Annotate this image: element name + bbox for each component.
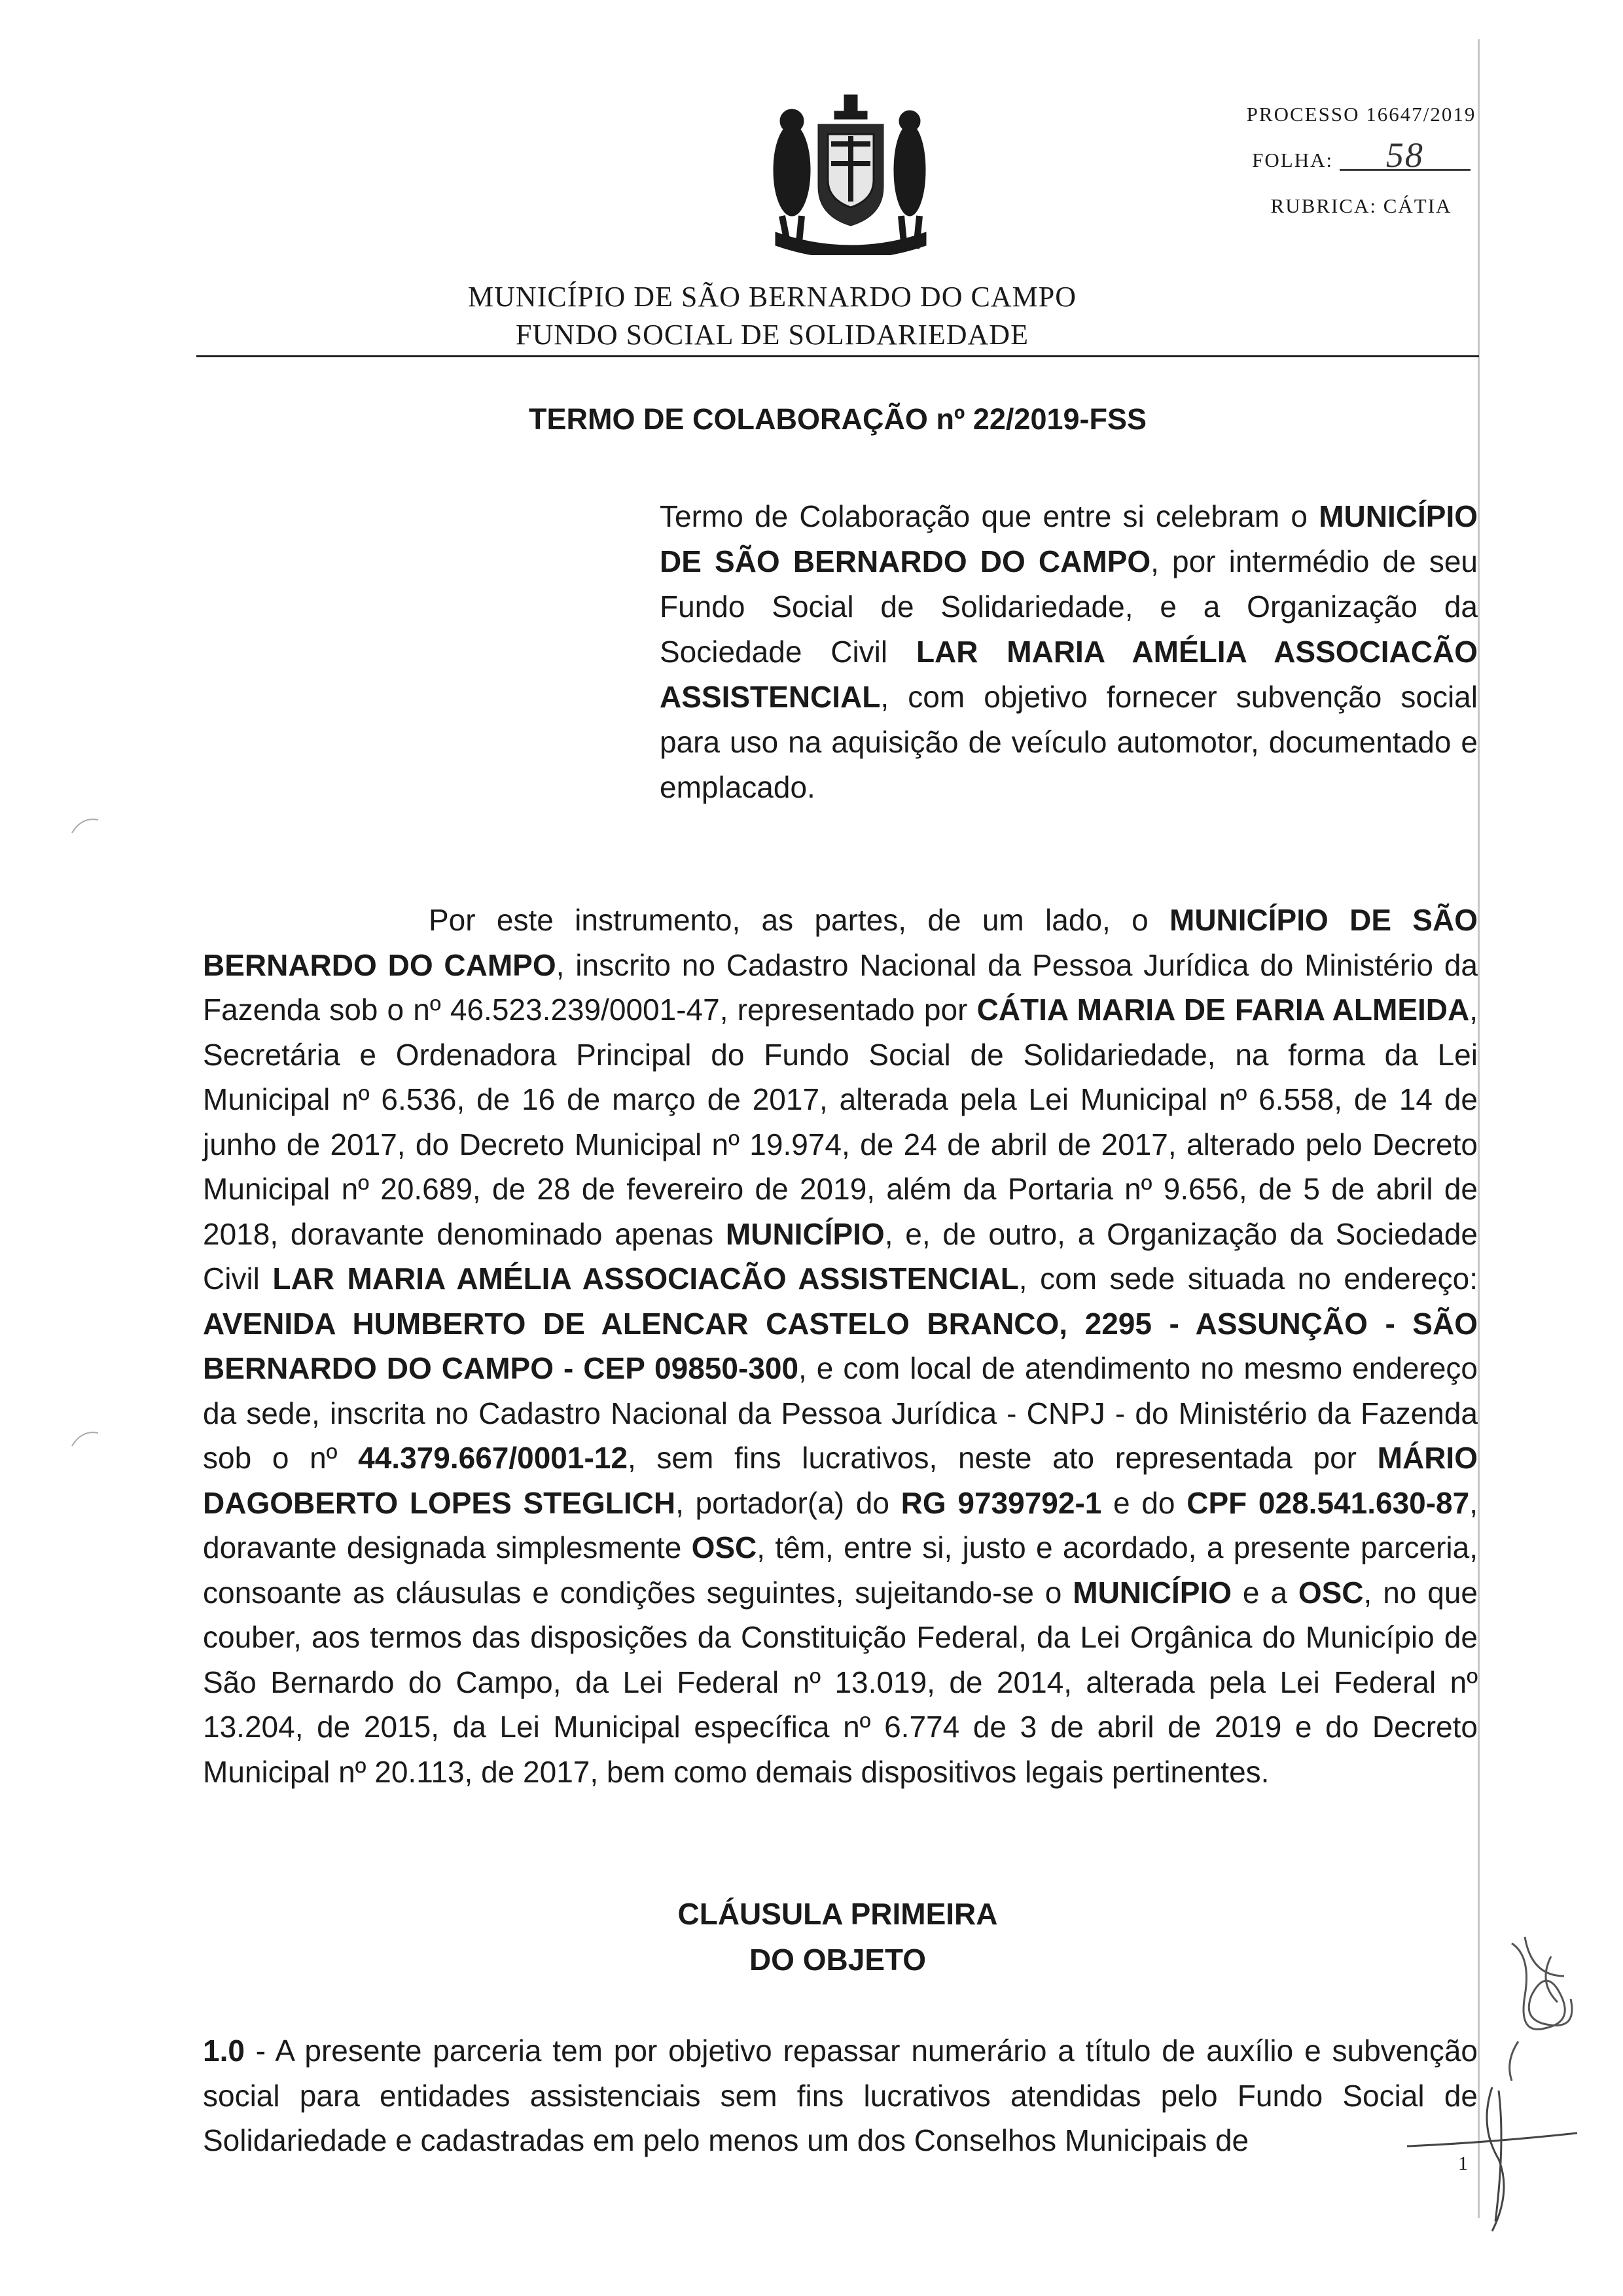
body-text: Por este instrumento, as partes, de um lado, o	[429, 903, 1170, 937]
margin-signature-mark	[1394, 2068, 1590, 2238]
preamble-text: Termo de Colaboração que entre si celebram o	[660, 499, 1319, 533]
body-text: e do	[1101, 1485, 1187, 1520]
body-text: , têm, entre si, justo e acordado, a presente parceria, consoante as cláusulas e condições seguintes, sujeitando-se o	[203, 1530, 1478, 1610]
body-bold: AVENIDA HUMBERTO DE ALENCAR CASTELO BRANCO, 2295 - ASSUNÇÃO - SÃO BERNARDO DO CAMPO - CEP 09850-300	[203, 1306, 1478, 1385]
body-bold: MUNICÍPIO	[1073, 1575, 1232, 1610]
body-bold: MUNICÍPIO	[725, 1216, 885, 1251]
clause-number-title: CLÁUSULA PRIMEIRA	[677, 1897, 998, 1931]
process-stamp	[1224, 92, 1499, 229]
body-text: e a	[1232, 1575, 1298, 1610]
folha-row	[1224, 137, 1499, 183]
body-text: , e, de outro, a Organização da Sociedade Civil	[203, 1216, 1478, 1296]
preamble-text: , com objetivo fornecer subvenção social para uso na aquisição de veículo automotor, documentado e emplacado.	[660, 680, 1478, 804]
clause-paragraph	[203, 2028, 1478, 2163]
body-text: , inscrito no Cadastro Nacional da Pessoa Jurídica do Ministério da Fazenda sob o nº 46.523.239/0001-47, representado por	[203, 947, 1478, 1027]
main-paragraph	[203, 898, 1478, 1794]
clause-text: - A presente parceria tem por objetivo repassar numerário a título de auxílio e subvenção social para entidades assistenciais sem fins lucrativos atendidas pelo Fundo Social de Solidariedade e cadastradas em pelo menos um dos Conselhos Municipais de	[203, 2034, 1478, 2157]
body-bold: OSC	[691, 1530, 757, 1564]
body-text: , e com local de atendimento no mesmo endereço da sede, inscrita no Cadastro Nacional da Pessoa Jurídica - CNPJ - do Ministério da Fazenda sob o nº	[203, 1351, 1478, 1475]
institution-header	[190, 278, 1355, 354]
body-bold: RG 9739792-1	[901, 1485, 1102, 1520]
page-number: 1	[1458, 2153, 1468, 2174]
header-divider	[196, 355, 1479, 357]
preamble-bold: MUNICÍPIO DE SÃO BERNARDO DO CAMPO	[660, 499, 1478, 578]
body-bold: OSC	[1298, 1575, 1364, 1610]
body-text: , portador(a) do	[675, 1485, 901, 1520]
body-text: , com sede situada no endereço:	[1018, 1262, 1478, 1296]
body-text: , doravante designada simplesmente	[203, 1485, 1478, 1564]
document-title: TERMO DE COLABORAÇÃO nº 22/2019-FSS	[528, 402, 1147, 436]
body-text: , sem fins lucrativos, neste ato representada por	[627, 1441, 1378, 1475]
body-bold: LAR MARIA AMÉLIA ASSOCIACÃO ASSISTENCIAL	[272, 1262, 1019, 1296]
folha-label: FOLHA:	[1252, 149, 1334, 171]
preamble-text: , por intermédio de seu Fundo Social de Solidariedade, e a Organização da Sociedade Civil	[660, 544, 1478, 669]
body-bold: 44.379.667/0001-12	[358, 1441, 628, 1475]
header-fund: FUNDO SOCIAL DE SOLIDARIEDADE	[516, 319, 1029, 351]
scan-mark	[65, 1423, 118, 1449]
clause-heading	[196, 1891, 1479, 1983]
body-text: , Secretária e Ordenadora Principal do Fundo Social de Solidariedade, na forma da Lei Municipal nº 6.536, de 16 de março de 2017, alterada pela Lei Municipal nº 6.558, de 14 de junho de 2017, do Decreto Municipal nº 19.974, de 24 de abril de 2017, alterado pelo Decreto Municipal nº 20.689, de 28 de fevereiro de 2019, além da Portaria nº 9.656, de 5 de abril de 2018, doravante denominado apenas	[203, 993, 1478, 1251]
body-bold: MUNICÍPIO DE SÃO BERNARDO DO CAMPO	[203, 903, 1478, 982]
clause-item-number: 1.0	[203, 2034, 245, 2068]
body-bold: CÁTIA MARIA DE FARIA ALMEIDA	[976, 993, 1470, 1027]
handwritten-signature	[1486, 1917, 1610, 2087]
preamble-bold: LAR MARIA AMÉLIA ASSOCIACÃO ASSISTENCIAL	[660, 635, 1478, 714]
clause-subject-title: DO OBJETO	[749, 1943, 927, 1977]
body-bold: CPF 028.541.630-87	[1186, 1485, 1470, 1520]
coat-of-arms-icon	[762, 92, 939, 255]
folha-value: 58	[1340, 141, 1471, 171]
body-bold: MÁRIO DAGOBERTO LOPES STEGLICH	[203, 1441, 1478, 1520]
preamble-paragraph	[660, 494, 1478, 810]
rubrica: RUBRICA: CÁTIA	[1270, 194, 1452, 217]
scan-mark	[65, 810, 118, 836]
header-municipality: MUNICÍPIO DE SÃO BERNARDO DO CAMPO	[468, 281, 1077, 313]
body-text: , no que couber, aos termos das disposições da Constituição Federal, da Lei Orgânica do Município de São Bernardo do Campo, da Lei Federal nº 13.019, de 2014, alterada pela Lei Federal nº 13.204, de 2015, da Lei Municipal específica nº 6.774 de 3 de abril de 2019 e do Decreto Municipal nº 20.113, de 2017, bem como demais dispositivos legais pertinentes.	[203, 1575, 1478, 1789]
processo-number: PROCESSO 16647/2019	[1246, 103, 1476, 126]
